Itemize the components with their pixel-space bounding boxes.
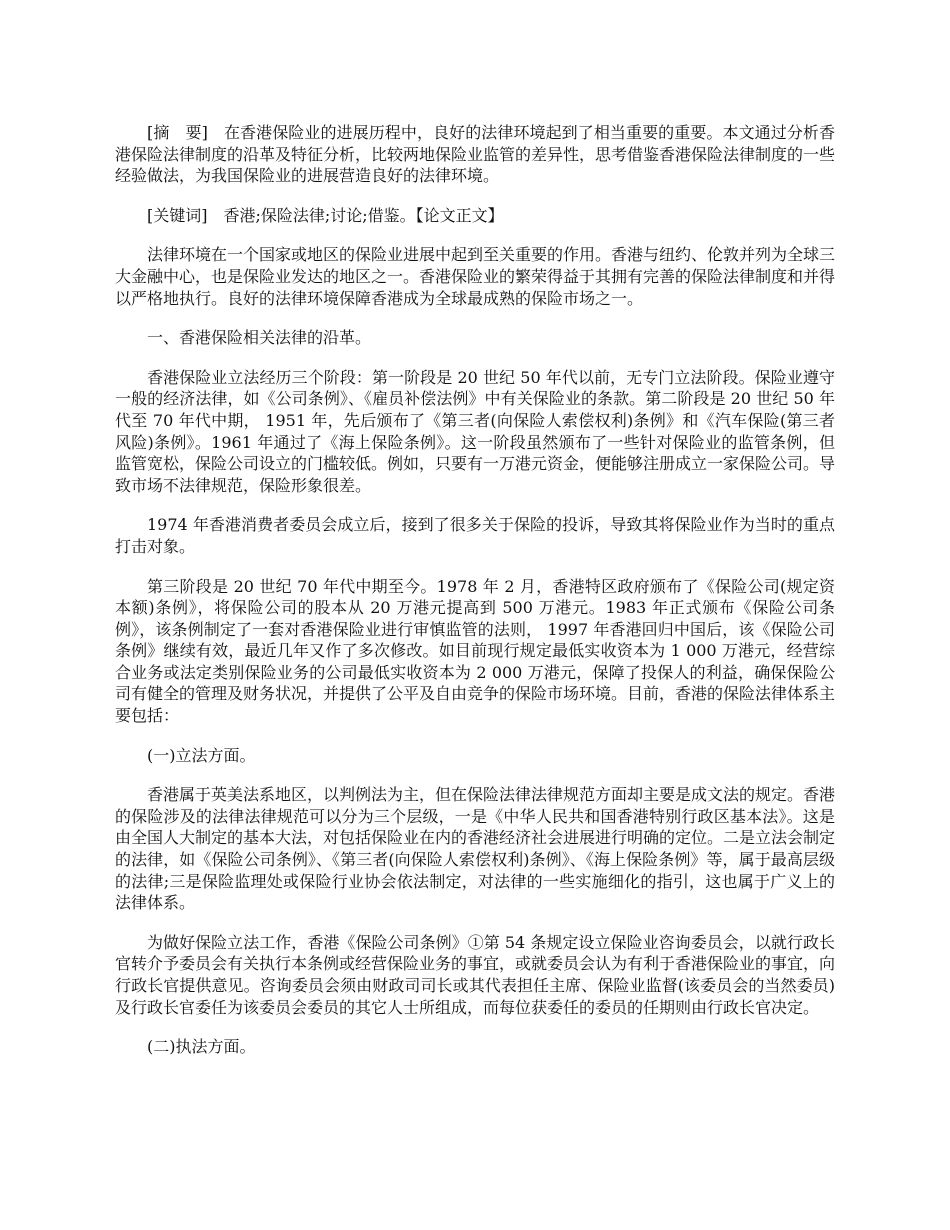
- keywords-paragraph: [关键词] 香港;保险法律;讨论;借鉴。【论文正文】: [147, 205, 504, 225]
- document-page: [115, 122, 835, 1076]
- abstract-paragraph: [摘 要] 在香港保险业的进展历程中，良好的法律环境起到了相当重要的重要。本文通过分析香港保险法律制度的沿革及特征分析，比较两地保险业监管的差异性，思考借鉴香港保险法律制度的一些经验做法，为我国保险业的进展营造良好的法律环境。: [115, 123, 836, 186]
- section-heading: 一、香港保险相关法律的沿革。: [147, 328, 372, 348]
- subsection-heading: (二)执法方面。: [147, 1037, 256, 1057]
- body-paragraph: 1974 年香港消费者委员会成立后，接到了很多关于保险的投诉，导致其将保险业作为当时的重点打击对象。: [115, 515, 835, 556]
- body-paragraph: 法律环境在一个国家或地区的保险业进展中起到至关重要的作用。香港与纽约、伦敦并列为全球三大金融中心，也是保险业发达的地区之一。香港保险业的繁荣得益于其拥有完善的保险法律制度和并得以严格地执行。良好的法律环境保障香港成为全球最成熟的保险市场之一。: [115, 245, 836, 308]
- body-paragraph: 香港保险业立法经历三个阶段：第一阶段是 20 世纪 50 年代以前，无专门立法阶段。保险业遵守一般的经济法律，如《公司条例》、《雇员补偿法例》中有关保险业的条款。第二阶段是 20 世纪 50 年代至 70 年代中期， 1951 年，先后颁布了《第三者(向保险人索偿权利)条例》和《汽车保险(第三者风险)条例》。1961 年通过了《海上保险条例》。这一阶段虽然颁布了一些针对保险业的监管条例，但监管宽松，保险公司设立的门槛较低。例如，只要有一万港元资金，便能够注册成立一家保险公司。导致市场不法律规范，保险形象很差。: [115, 367, 836, 495]
- body-paragraph: 香港属于英美法系地区，以判例法为主，但在保险法律法律规范方面却主要是成文法的规定。香港的保险涉及的法律法律规范可以分为三个层级，一是《中华人民共和国香港特别行政区基本法》。这是由全国人大制定的基本大法，对包括保险业在内的香港经济社会进展进行明确的定位。二是立法会制定的法律，如《保险公司条例》、《第三者(向保险人索偿权利)条例》、《海上保险条例》等，属于最高层级的法律;三是保险监理处或保险行业协会依法制定，对法律的一些实施细化的指引，这也属于广义上的法律体系。: [115, 785, 836, 913]
- body-paragraph: 第三阶段是 20 世纪 70 年代中期至今。1978 年 2 月，香港特区政府颁布了《保险公司(规定资本额)条例》，将保险公司的股本从 20 万港元提高到 500 万港元。1983 年正式颁布《保险公司条例》，该条例制定了一套对香港保险业进行审慎监管的法则， 1997 年香港回归中国后，该《保险公司条例》继续有效，最近几年又作了多次修改。如目前现行规定最低实收资本为 1 000 万港元，经营综合业务或法定类别保险业务的公司最低实收资本为 2 000 万港元，保障了投保人的利益，确保保险公司有健全的管理及财务状况，并提供了公平及自由竞争的保险市场环境。目前，香港的保险法律体系主要包括：: [115, 576, 836, 726]
- body-paragraph: 为做好保险立法工作，香港《保险公司条例》①第 54 条规定设立保险业咨询委员会，以就行政长官转介予委员会有关执行本条例或经营保险业务的事宜，或就委员会认为有利于香港保险业的事宜，向行政长官提供意见。咨询委员会须由财政司司长或其代表担任主席、保险业监督(该委员会的当然委员)及行政长官委任为该委员会委员的其它人士所组成，而每位获委任的委员的任期则由行政长官决定。: [115, 932, 836, 1017]
- subsection-heading: (一)立法方面。: [147, 745, 256, 765]
